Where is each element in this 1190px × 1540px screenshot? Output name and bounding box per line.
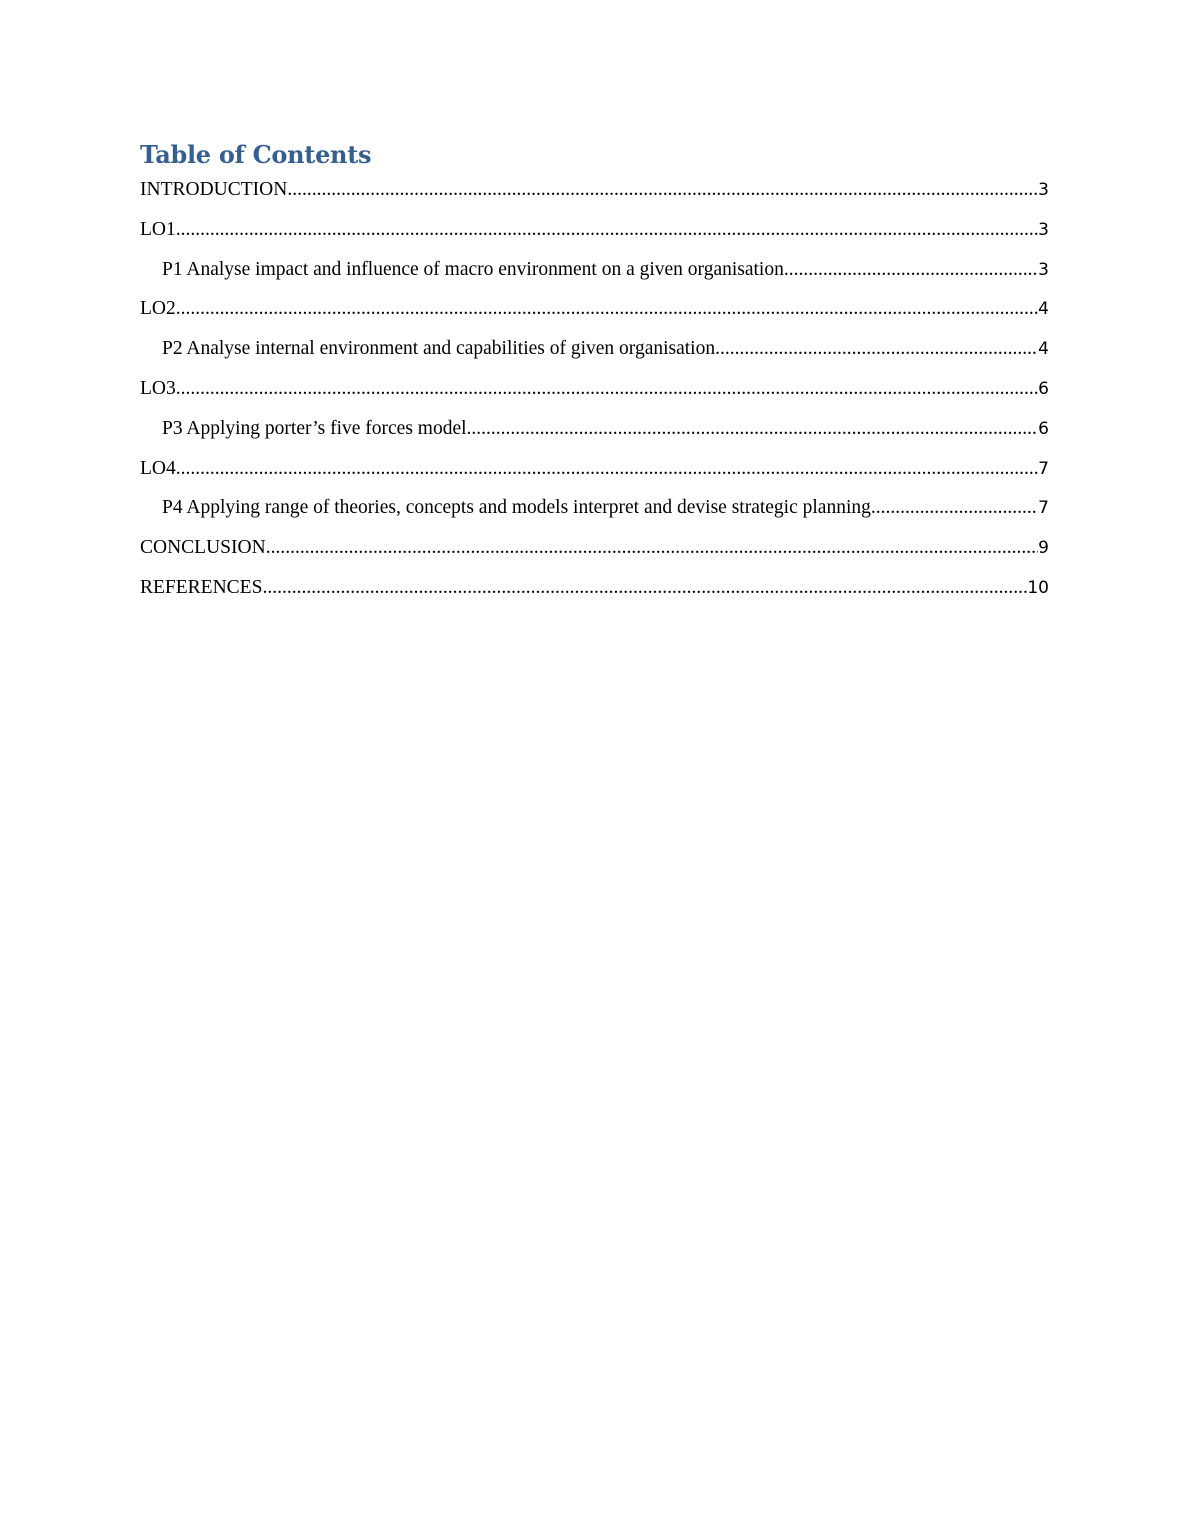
toc-leader-dots xyxy=(715,329,1038,369)
toc-entry-lo3[interactable] xyxy=(140,369,1049,409)
toc-entry-text: INTRODUCTION xyxy=(140,179,288,200)
toc-entry-conclusion[interactable] xyxy=(140,528,1049,568)
toc-leader-dots xyxy=(176,289,1038,329)
toc-leader-dots xyxy=(176,369,1038,409)
toc-entry-references[interactable] xyxy=(140,568,1049,608)
toc-leader-dots xyxy=(176,449,1038,489)
toc-title: Table of Contents xyxy=(140,140,372,169)
toc-page-number: 6 xyxy=(1038,378,1049,399)
toc-leader-dots xyxy=(784,250,1038,290)
toc-page-number: 4 xyxy=(1038,339,1049,360)
toc-page-number: 10 xyxy=(1027,577,1049,598)
toc-page-number: 9 xyxy=(1038,538,1049,559)
toc-page-number: 3 xyxy=(1038,219,1049,240)
toc-entry-lo1[interactable] xyxy=(140,210,1049,250)
toc-entry-text: LO4 xyxy=(140,457,176,479)
toc-entry-lo2[interactable] xyxy=(140,289,1049,329)
toc-entry-p2[interactable] xyxy=(140,329,1049,369)
toc-entry-text: LO1 xyxy=(140,218,176,240)
toc-leader-dots xyxy=(287,170,1038,210)
toc-entry-text: LO3 xyxy=(140,377,176,399)
toc-page-number: 4 xyxy=(1038,299,1049,320)
toc-leader-dots xyxy=(262,568,1027,608)
toc-leader-dots xyxy=(176,210,1038,250)
toc-page-number: 7 xyxy=(1038,458,1049,479)
toc-list xyxy=(140,170,1049,608)
toc-entry-p4[interactable] xyxy=(140,488,1049,528)
toc-entry-text: REFERENCES xyxy=(140,576,263,598)
toc-page-number: 7 xyxy=(1038,498,1049,519)
toc-leader-dots xyxy=(467,409,1039,449)
toc-entry-text: CONCLUSION xyxy=(140,537,266,559)
toc-entry-text: P4 Applying range of theories, concepts and models interpret and devise strategic planning xyxy=(162,497,871,519)
toc-page-number: 3 xyxy=(1038,259,1049,280)
toc-entry-p1[interactable] xyxy=(140,250,1049,290)
toc-leader-dots xyxy=(871,488,1038,528)
toc-entry-text: P3 Applying porter’s five forces model xyxy=(162,417,467,439)
toc-entry-introduction[interactable] xyxy=(140,170,1049,210)
toc-entry-text: P2 Analyse internal environment and capabilities of given organisation xyxy=(162,338,716,360)
toc-page-number: 3 xyxy=(1038,180,1049,200)
toc-entry-p3[interactable] xyxy=(140,409,1049,449)
toc-entry-lo4[interactable] xyxy=(140,449,1049,489)
toc-leader-dots xyxy=(266,528,1038,568)
toc-entry-text: P1 Analyse impact and influence of macro environment on a given organisation xyxy=(162,258,784,280)
toc-page-number: 6 xyxy=(1038,418,1049,439)
toc-entry-text: LO2 xyxy=(140,298,176,320)
